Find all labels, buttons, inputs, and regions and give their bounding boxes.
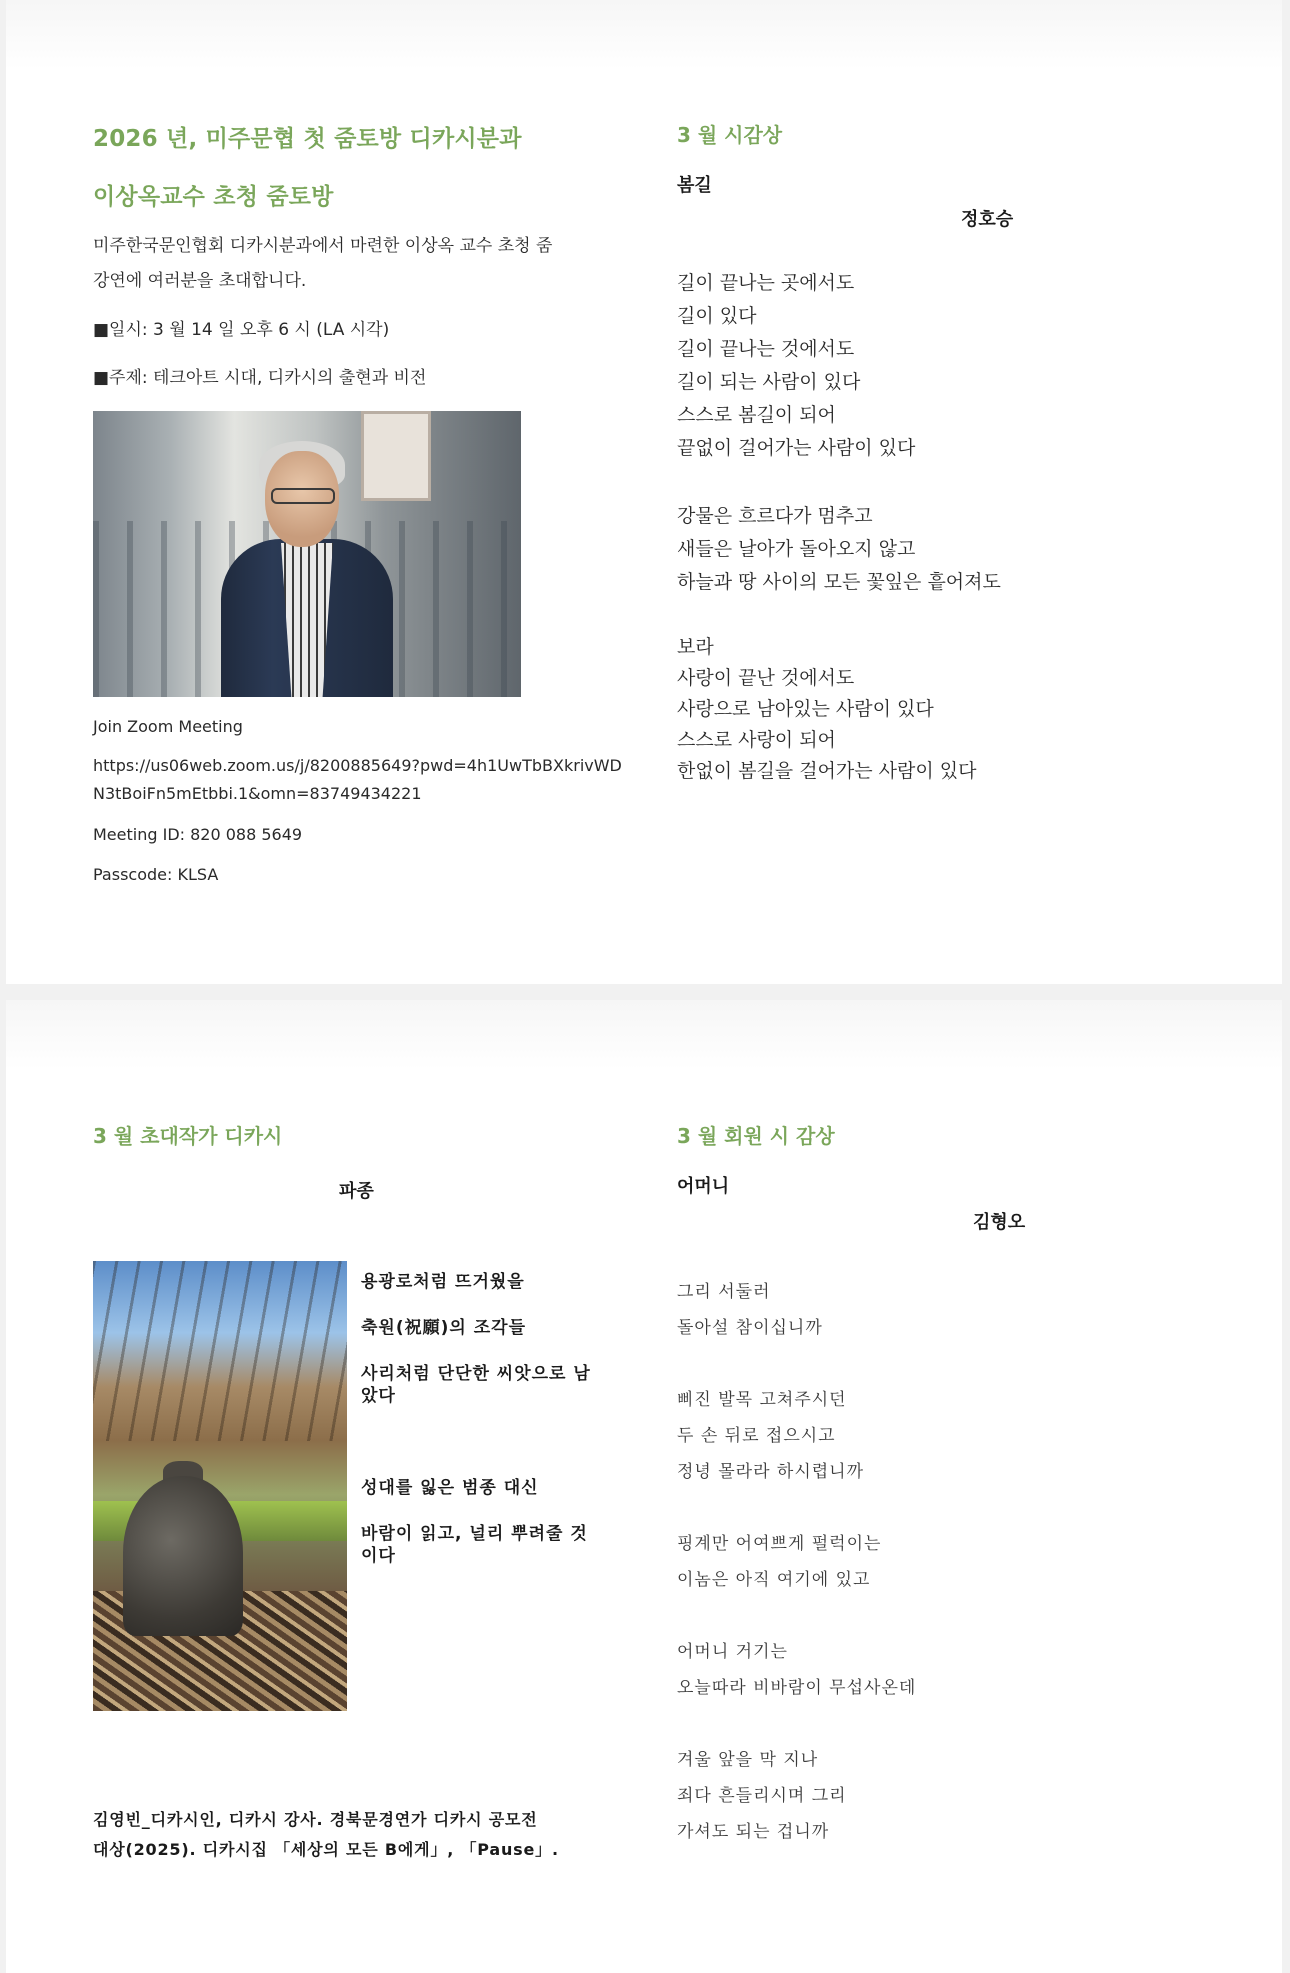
guest-poem [361, 1271, 601, 1567]
member-poem-title: 어머니 [677, 1176, 730, 1197]
member-poem-author: 김형오 [973, 1212, 1026, 1233]
poem-line: 오늘따라 비바람이 무섭사온데 [677, 1678, 917, 1698]
poem-line: 길이 끝나는 것에서도 [677, 338, 855, 360]
event-title-line2: 이상옥교수 초청 줌토방 [93, 184, 334, 210]
member-stanza-5 [677, 1742, 847, 1850]
zoom-heading: Join Zoom Meeting [93, 717, 243, 736]
poem-title: 봄길 [677, 175, 712, 196]
poem-line: 길이 되는 사람이 있다 [677, 371, 861, 393]
poem-line: 정녕 몰라라 하시렵니까 [677, 1462, 865, 1482]
guest-poem-line: 성대를 잃은 범종 대신 [361, 1478, 539, 1498]
poem-stanza-2 [677, 500, 1001, 599]
guest-poem-title: 파종 [339, 1181, 374, 1202]
guest-poem-line: 바람이 읽고, 널리 뿌려줄 것이다 [361, 1524, 588, 1566]
guest-poem-line: 사리처럼 단단한 씨앗으로 남았다 [361, 1364, 591, 1406]
member-stanza-1 [677, 1274, 823, 1346]
member-stanza-3 [677, 1526, 881, 1598]
poem-line: 삐진 발목 고쳐주시던 [677, 1390, 847, 1410]
poem-line: 보라 [677, 636, 714, 658]
poem-line: 죄다 흔들리시며 그리 [677, 1786, 847, 1806]
poem-line: 끝없이 걸어가는 사람이 있다 [677, 437, 916, 459]
zoom-link-line[interactable]: N3tBoiFn5mEtbbi.1&omn=83749434221 [93, 784, 422, 803]
event-title-line1: 2026 년, 미주문협 첫 줌토방 디카시분과 [93, 126, 522, 152]
poem-line: 스스로 봄길이 되어 [677, 404, 836, 426]
poem-line: 두 손 뒤로 접으시고 [677, 1426, 836, 1446]
member-stanza-2 [677, 1382, 864, 1490]
event-intro [93, 229, 613, 299]
intro-line: 강연에 여러분을 초대합니다. [93, 271, 307, 291]
poem-stanza-1 [677, 267, 915, 465]
poem-line: 핑계만 어여쁘게 펄럭이는 [677, 1534, 882, 1554]
passcode: Passcode: KLSA [93, 865, 219, 884]
bio-line: 대상(2025). 디카시집 「세상의 모든 B에게」, 「Pause」. [93, 1840, 559, 1859]
poem-line: 강물은 흐르다가 멈추고 [677, 505, 873, 527]
guest-bio [93, 1805, 653, 1865]
poem-line: 돌아설 참이십니까 [677, 1318, 823, 1338]
meeting-id: Meeting ID: 820 088 5649 [93, 825, 303, 844]
poem-line: 하늘과 땅 사이의 모든 꽃잎은 흩어져도 [677, 571, 1001, 593]
zoom-link-line[interactable]: https://us06web.zoom.us/j/8200885649?pwd=4h1UwTbBXkrivWD [93, 756, 622, 775]
member-stanza-4 [677, 1634, 916, 1706]
event-topic: ■주제: 테크아트 시대, 디카시의 출현과 비전 [93, 368, 427, 388]
poem-line: 어머니 거기는 [677, 1642, 788, 1662]
poem-line: 이놈은 아직 여기에 있고 [677, 1570, 871, 1590]
event-date: ■일시: 3 월 14 일 오후 6 시 (LA 시각) [93, 320, 390, 340]
poem-line: 한없이 봄길을 걸어가는 사람이 있다 [677, 760, 977, 782]
page-2 [6, 1000, 1282, 1973]
guest-section-title: 3 월 초대작가 디카시 [93, 1124, 283, 1148]
poem-line: 그리 서둘러 [677, 1282, 771, 1302]
poem-section-title: 3 월 시감상 [677, 123, 783, 147]
bell-photo [93, 1261, 347, 1711]
poem-line: 새들은 날아가 돌아오지 않고 [677, 538, 916, 560]
poem-line: 길이 끝나는 곳에서도 [677, 272, 855, 294]
poem-line: 사랑이 끝난 것에서도 [677, 667, 855, 689]
guest-poem-line: 용광로처럼 뜨거웠을 [361, 1272, 525, 1292]
bio-line: 김영빈_디카시인, 디카시 강사. 경북문경연가 디카시 공모전 [93, 1810, 538, 1829]
poem-line: 스스로 사랑이 되어 [677, 729, 836, 751]
poem-author: 정호승 [961, 209, 1014, 230]
member-section-title: 3 월 회원 시 감상 [677, 1124, 835, 1148]
poem-line: 겨울 앞을 막 지나 [677, 1750, 819, 1770]
zoom-link[interactable] [93, 752, 633, 808]
poem-line: 사랑으로 남아있는 사람이 있다 [677, 698, 934, 720]
poem-line: 길이 있다 [677, 305, 757, 327]
page-1 [6, 0, 1282, 984]
speaker-photo [93, 411, 521, 697]
poem-stanza-3 [677, 632, 976, 787]
intro-line: 미주한국문인협회 디카시분과에서 마련한 이상옥 교수 초청 줌 [93, 236, 553, 256]
guest-poem-line: 축원(祝願)의 조각들 [361, 1318, 526, 1338]
poem-line: 가셔도 되는 겁니까 [677, 1822, 830, 1842]
